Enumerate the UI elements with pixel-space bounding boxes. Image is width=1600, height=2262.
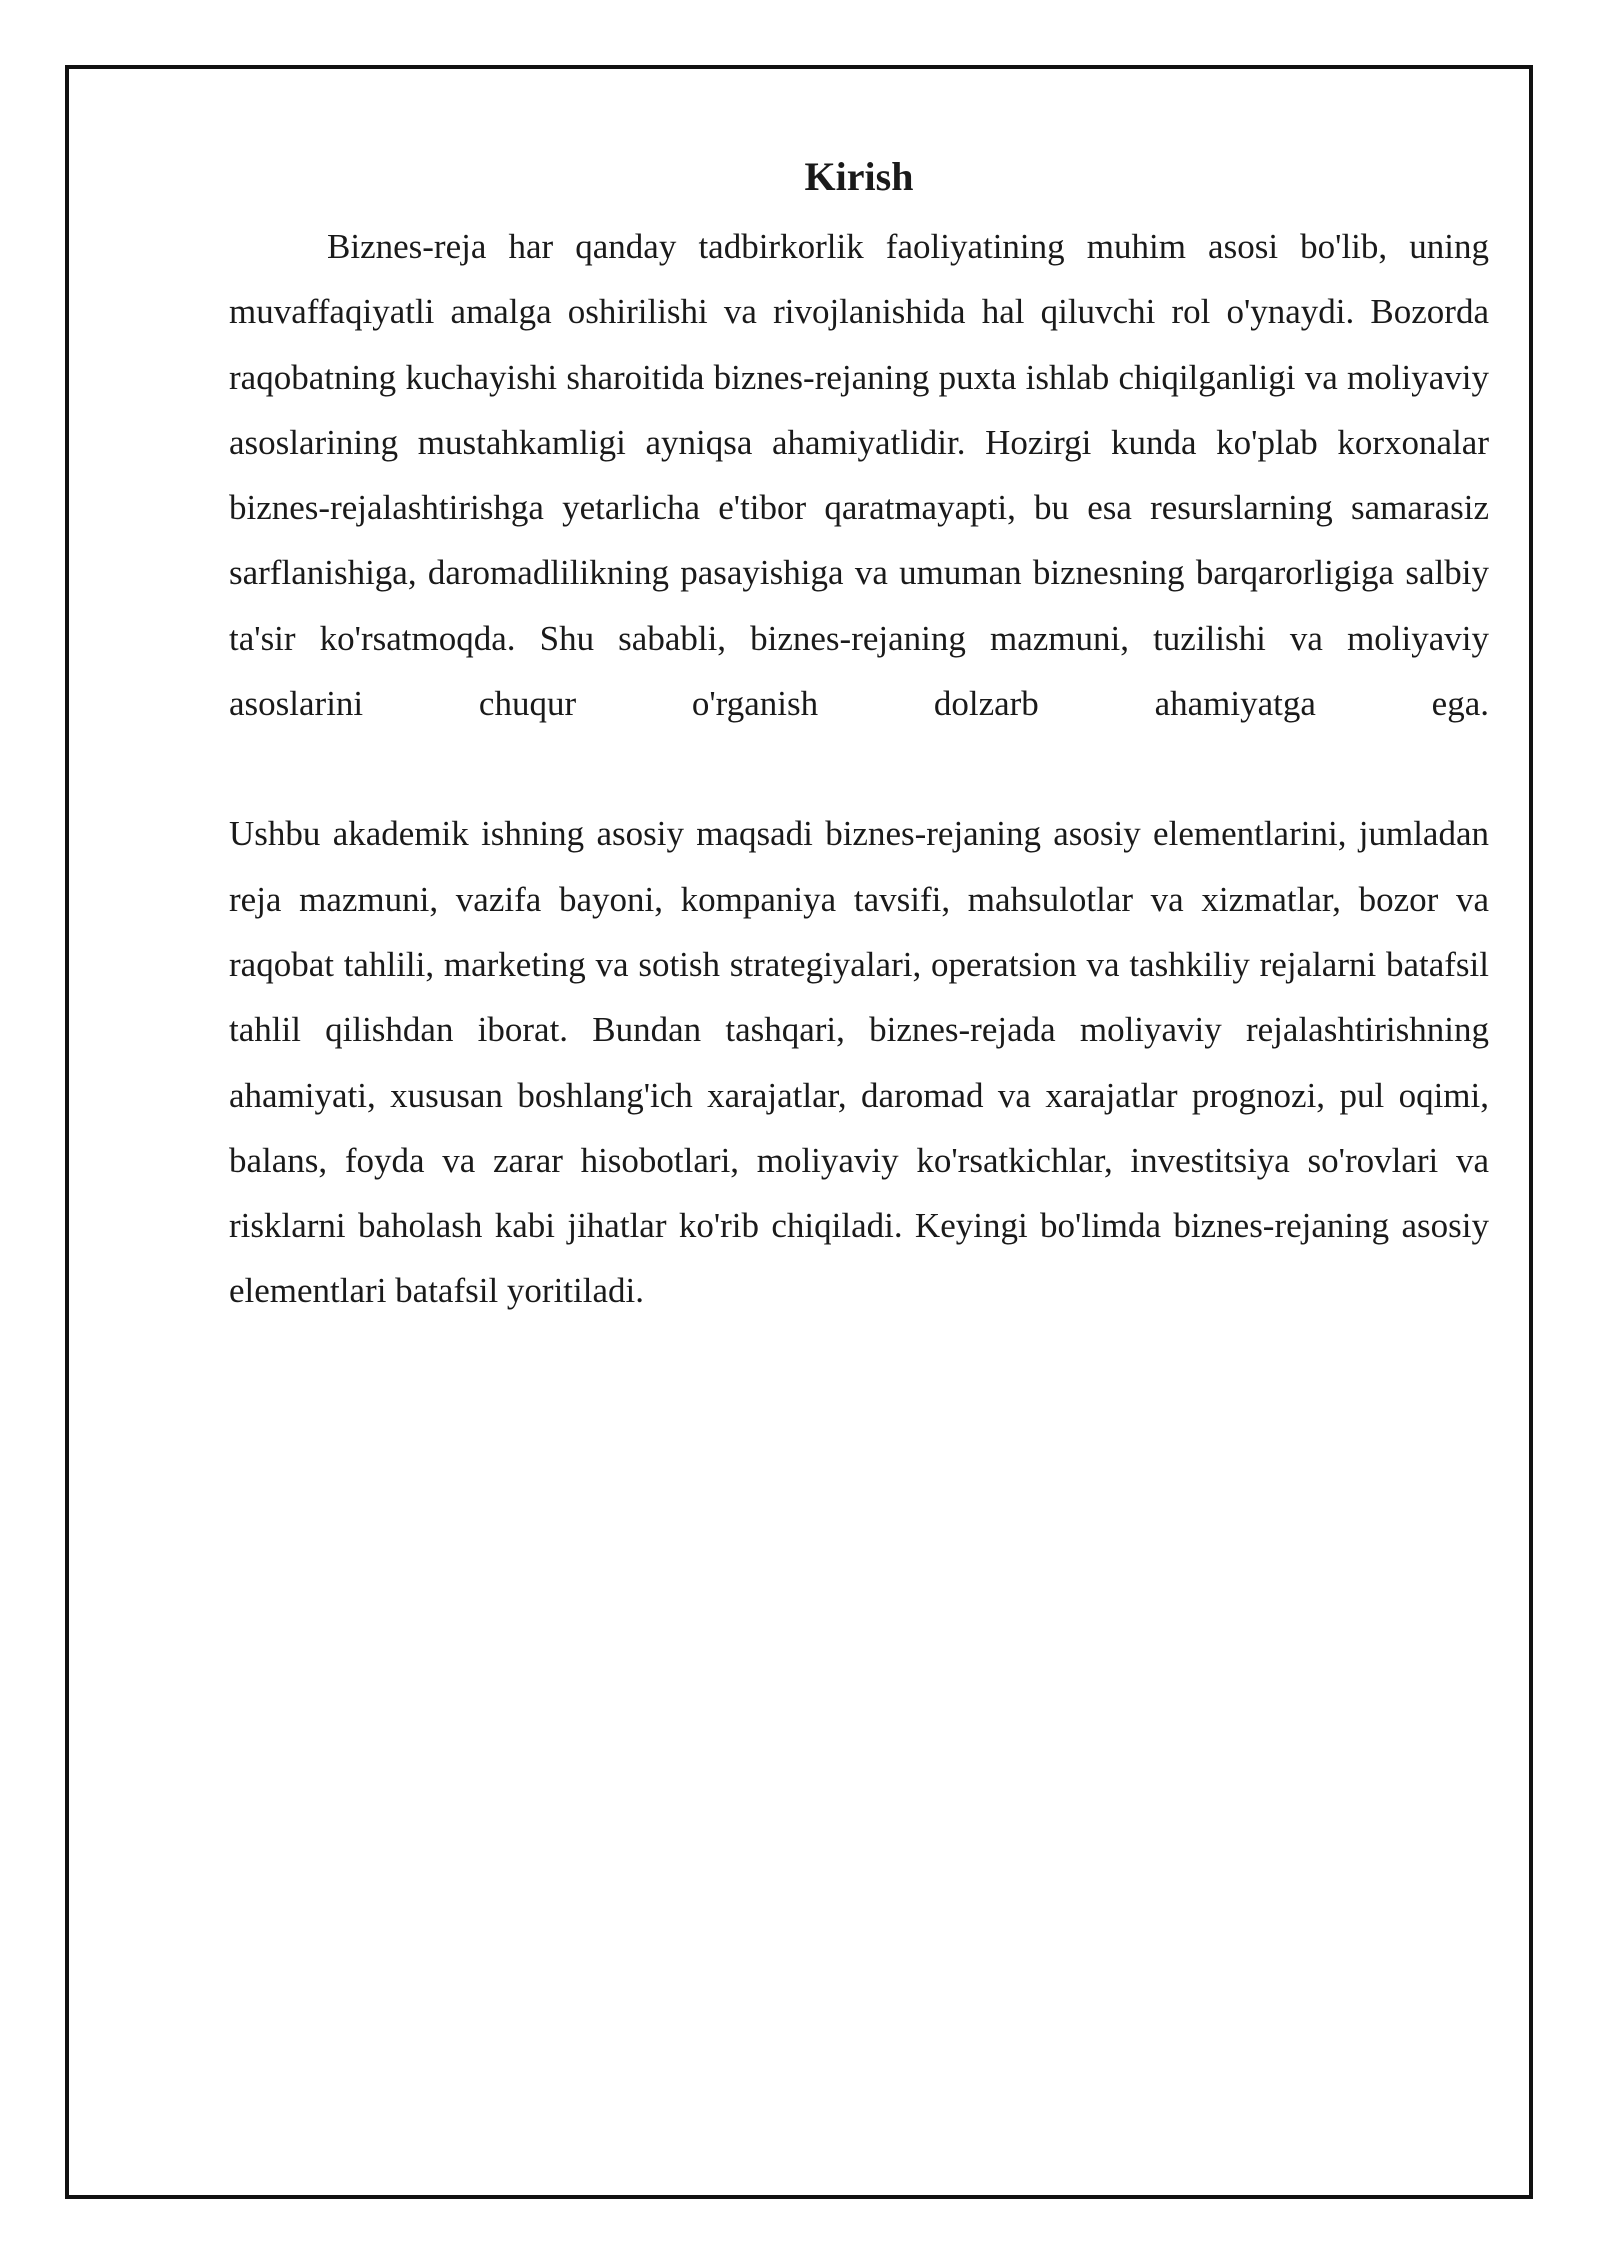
document-body — [229, 140, 1489, 1324]
paragraph-intro: Biznes-reja har qanday tadbirkorlik faoliyatining muhim asosi bo'lib, uning muvaffaqiyatli amalga oshirilishi va rivojlanishida hal qiluvchi rol o'ynaydi. Bozorda raqobatning kuchayishi sharoitida biznes-rejaning puxta ishlab chiqilganligi va moliyaviy asoslarining mustahkamligi ayniqsa ahamiyatlidir. Hozirgi kunda ko'plab korxonalar biznes-rejalashtirishga yetarlicha e'tibor qaratmayapti, bu esa resurslarning samarasiz sarflanishiga, daromadlilikning pasayishiga va umuman biznesning barqarorligiga salbiy ta'sir ko'rsatmoqda. Shu sababli, biznes-rejaning mazmuni, tuzilishi va moliyaviy asoslarini chuqur o'rganish dolzarb ahamiyatga ega. — [229, 227, 1489, 724]
paragraph-spacer — [229, 736, 1489, 801]
section-title: Kirish — [804, 154, 914, 199]
paragraph-objective: Ushbu akademik ishning asosiy maqsadi biznes-rejaning asosiy elementlarini, jumladan reja mazmuni, vazifa bayoni, kompaniya tavsifi, mahsulotlar va xizmatlar, bozor va raqobat tahlili, marketing va sotish strategiyalari, operatsion va tashkiliy rejalarni batafsil tahlil qilishdan iborat. Bundan tashqari, biznes-rejada moliyaviy rejalashtirishning ahamiyati, xususan boshlang'ich xarajatlar, daromad va xarajatlar prognozi, pul oqimi, balans, foyda va zarar hisobotlari, moliyaviy ko'rsatkichlar, investitsiya so'rovlari va risklarni baholash kabi jihatlar ko'rib chiqiladi. Keyingi bo'limda biznes-rejaning asosiy elementlari batafsil yoritiladi. — [229, 814, 1489, 1311]
